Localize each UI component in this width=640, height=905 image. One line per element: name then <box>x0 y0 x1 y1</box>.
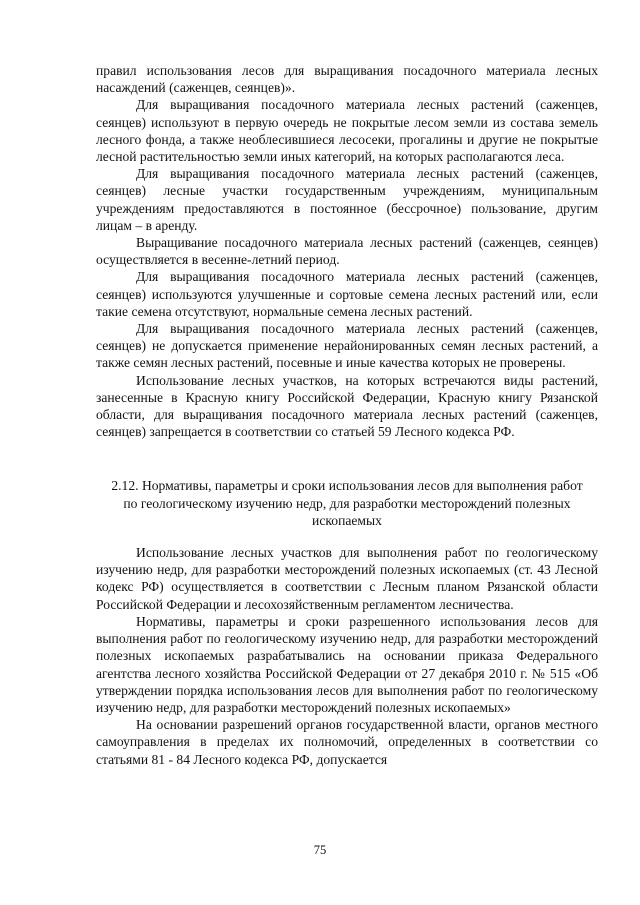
paragraph-growing-period: Выращивание посадочного материала лесных растений (саженцев, сеянцев) осуществляется в весенне-летний период. <box>96 235 598 268</box>
section-heading: 2.12. Нормативы, параметры и сроки использования лесов для выполнения работ по геологическому изучению недр, для разработки месторождений полезных ископаемых <box>111 478 583 528</box>
paragraph-authorizations: На основании разрешений органов государственной власти, органов местного самоуправления в пределах их полномочий, определенных в соответствии со статьями 81 - 84 Лесного кодекса РФ, допускается <box>96 717 598 767</box>
heading-spacer <box>96 529 598 544</box>
page-number: 75 <box>313 843 327 857</box>
paragraph-seed-quality: Для выращивания посадочного материала лесных растений (саженцев, сеянцев) используются улучшенные и сортовые семена лесных растений или, если такие семена отсутствуют, нормальные семена лесных растений. <box>96 269 598 319</box>
paragraph-seed-restrictions: Для выращивания посадочного материала лесных растений (саженцев, сеянцев) не допускается применение нерайонированных семян лесных растений, а также семян лесных растений, посевные и иные качества которых не проверены. <box>96 321 598 371</box>
document-page <box>96 62 598 768</box>
paragraph-land-provision: Для выращивания посадочного материала лесных растений (саженцев, сеянцев) лесные участки государственным учреждениям, муниципальным учреждениям предоставляются в постоянное (бессрочное) пользование, другим лицам – в аренду. <box>96 166 598 233</box>
paragraph-continuation: правил использования лесов для выращивания посадочного материала лесных насаждений (саженцев, сеянцев)». <box>96 63 598 96</box>
paragraph-seedling-lands: Для выращивания посадочного материала лесных растений (саженцев, сеянцев) используют в первую очередь не покрытые лесом земли из состава земель лесного фонда, а также необлесившиеся лесосеки, прогалины и другие не покрытые лесной растительностью земли иных категорий, на которых располагаются леса. <box>96 97 598 165</box>
paragraph-geology-use: Использование лесных участков для выполнения работ по геологическому изучению недр, для разработки месторождений полезных ископаемых (ст. 43 Лесной кодекс РФ) осуществляется в соответствии с Лесным планом Рязанской области Российской Федерации и лесохозяйственным регламентом лесничества. <box>96 545 598 612</box>
paragraph-red-book: Использование лесных участков, на которых встречаются виды растений, занесенные в Красную книгу Российской Федерации, Красную книгу Рязанской области, для выращивания посадочного материала лесных растений (саженцев, сеянцев) запрещается в соответствии со статьей 59 Лесного кодекса РФ. <box>96 372 598 440</box>
paragraph-norms-basis: Нормативы, параметры и сроки разрешенного использования лесов для выполнения работ по геологическому изучению недр, для разработки месторождений полезных ископаемых разрабатывались на основании приказа Федерального агентства лесного хозяйства Российской Федерации от 27 декабря 2010 г. № 515 «Об утверждении порядка использования лесов для выполнения работ по геологическому изучению недр, для разработки месторождений полезных ископаемых» <box>96 613 598 715</box>
